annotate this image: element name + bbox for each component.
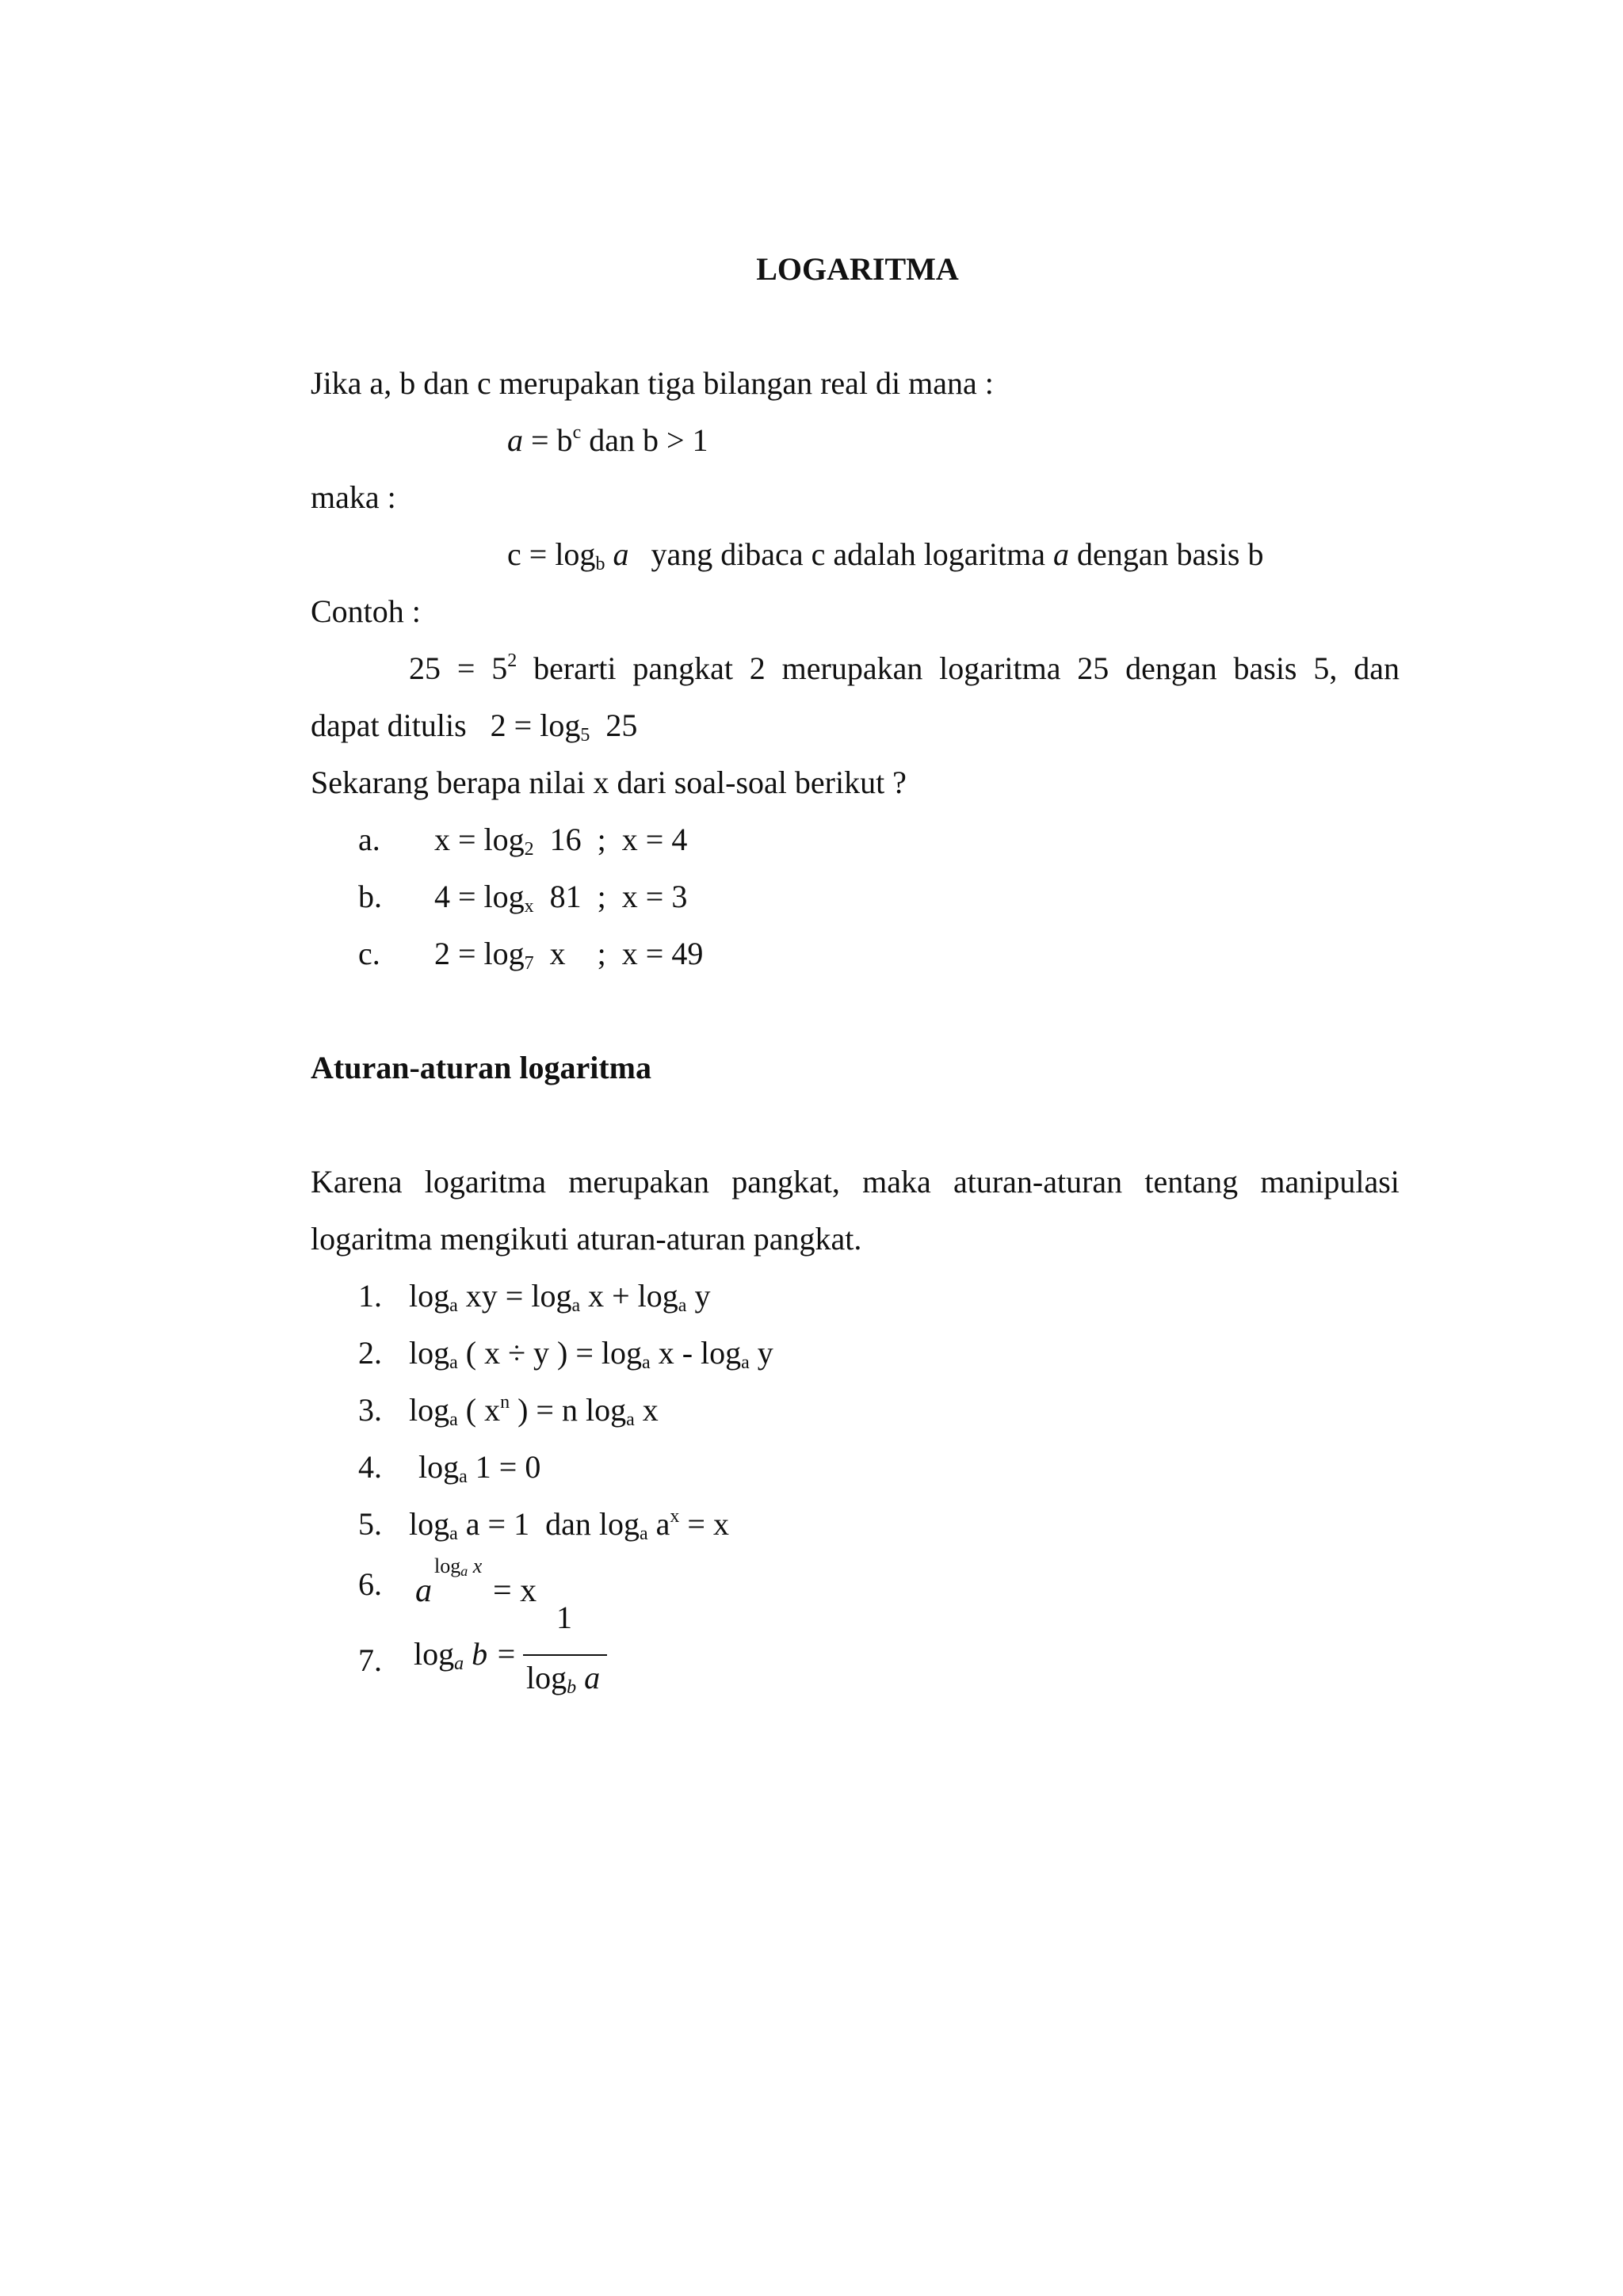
rule-5-num: 5. bbox=[358, 1506, 382, 1542]
rules-heading: Aturan-aturan logaritma bbox=[311, 1050, 651, 1085]
contoh-justified-line bbox=[409, 650, 1400, 688]
p-w5: aturan-aturan bbox=[953, 1164, 1123, 1199]
definition-equation bbox=[507, 421, 708, 460]
log-definition bbox=[507, 536, 1264, 574]
maka-label: maka : bbox=[311, 479, 396, 515]
w7: logaritma bbox=[939, 650, 1061, 686]
log-def-base: b bbox=[595, 554, 605, 574]
rule-1: $\log_a$ xy = $\log_a x + \log_a y$ bbox=[409, 1278, 711, 1316]
rule-2-num: 2. bbox=[358, 1335, 382, 1371]
eq-var-a: a bbox=[507, 422, 523, 458]
log-def-desc-a: a bbox=[1052, 536, 1069, 572]
p-w4: maka bbox=[862, 1164, 931, 1199]
p-w2: merupakan bbox=[568, 1164, 709, 1199]
question-line: Sekarang berapa nilai x dari soal-soal berikut ? bbox=[311, 765, 907, 800]
w2-with-sup: $5^2$ bbox=[491, 650, 517, 686]
rule-3: $\log_a$ ( $x^n$ ) = n $\log_a x$ bbox=[409, 1392, 659, 1430]
item-a-label: a. bbox=[358, 822, 380, 857]
eq-condition: dan b > 1 bbox=[581, 422, 708, 458]
w10: basis bbox=[1233, 650, 1297, 686]
item-c-label: c. bbox=[358, 936, 380, 971]
eq-exponent-c: c bbox=[572, 422, 582, 443]
eq-text: = b bbox=[523, 422, 573, 458]
rules-paragraph-line2: logaritma mengikuti aturan-aturan pangkat. bbox=[311, 1221, 862, 1257]
log-def-desc-end: dengan basis b bbox=[1068, 536, 1264, 572]
w9: dengan bbox=[1125, 650, 1217, 686]
p-w1: logaritma bbox=[424, 1164, 546, 1199]
rule-6-num: 6. bbox=[358, 1566, 382, 1602]
contoh-line2: dapat ditulis $2 = \log_5 25$ bbox=[311, 707, 638, 746]
rule-7-denominator: $\log_b a$ bbox=[526, 1660, 601, 1698]
rule-5: $\log_a a = 1$ dan $\log_a a^x = x$ bbox=[409, 1506, 729, 1544]
intro-line: Jika a, b dan c merupakan tiga bilangan real di mana : bbox=[311, 365, 994, 401]
rule-1-num: 1. bbox=[358, 1278, 382, 1314]
log-def-arg: a bbox=[613, 536, 629, 572]
contoh-label: Contoh : bbox=[311, 593, 421, 629]
rule-3-num: 3. bbox=[358, 1392, 382, 1428]
rule-6-rhs: = x bbox=[493, 1573, 537, 1609]
item-a: $x = \log_2 16$ ; x = 4 bbox=[434, 822, 688, 860]
rule-4-num: 4. bbox=[358, 1449, 382, 1485]
rule-7-numerator: 1 bbox=[556, 1600, 572, 1635]
item-c: $2 = \log_7 x$ ; x = 49 bbox=[434, 936, 704, 974]
p-w7: manipulasi bbox=[1260, 1164, 1400, 1199]
w3: berarti bbox=[533, 650, 617, 686]
w4: pangkat bbox=[632, 650, 733, 686]
log-def-pre: c = log bbox=[507, 536, 596, 572]
log-def-desc: yang dibaca c adalah logaritma bbox=[651, 536, 1053, 572]
w12: dan bbox=[1354, 650, 1400, 686]
item-b-label: b. bbox=[358, 879, 382, 914]
rule-7-num: 7. bbox=[358, 1642, 382, 1678]
w0: 25 bbox=[409, 650, 441, 686]
w11: 5, bbox=[1313, 650, 1338, 686]
p-w0: Karena bbox=[311, 1164, 403, 1199]
rule-2: $\log_a$ ( x ÷ y ) = $\log_a x - \log_a y$ bbox=[409, 1335, 773, 1373]
rule-7-lhs: $\log_a b$ = bbox=[414, 1636, 517, 1674]
rule-7-fraction-bar bbox=[523, 1654, 607, 1656]
w6: merupakan bbox=[781, 650, 923, 686]
p-w3: pangkat, bbox=[731, 1164, 840, 1199]
rule-4: $\log_a 1 = 0$ bbox=[418, 1449, 541, 1487]
rules-paragraph-line1 bbox=[311, 1163, 1400, 1201]
w1: = bbox=[456, 650, 475, 686]
w8: 25 bbox=[1077, 650, 1109, 686]
rule-6-exponent: $\log_a x$ bbox=[434, 1554, 483, 1579]
item-b: $4 = \log_x 81$ ; x = 3 bbox=[434, 879, 688, 917]
page-title: LOGARITMA bbox=[756, 251, 959, 287]
rule-6-base: a bbox=[415, 1573, 432, 1609]
p-w6: tentang bbox=[1144, 1164, 1239, 1199]
w5: 2 bbox=[749, 650, 766, 686]
